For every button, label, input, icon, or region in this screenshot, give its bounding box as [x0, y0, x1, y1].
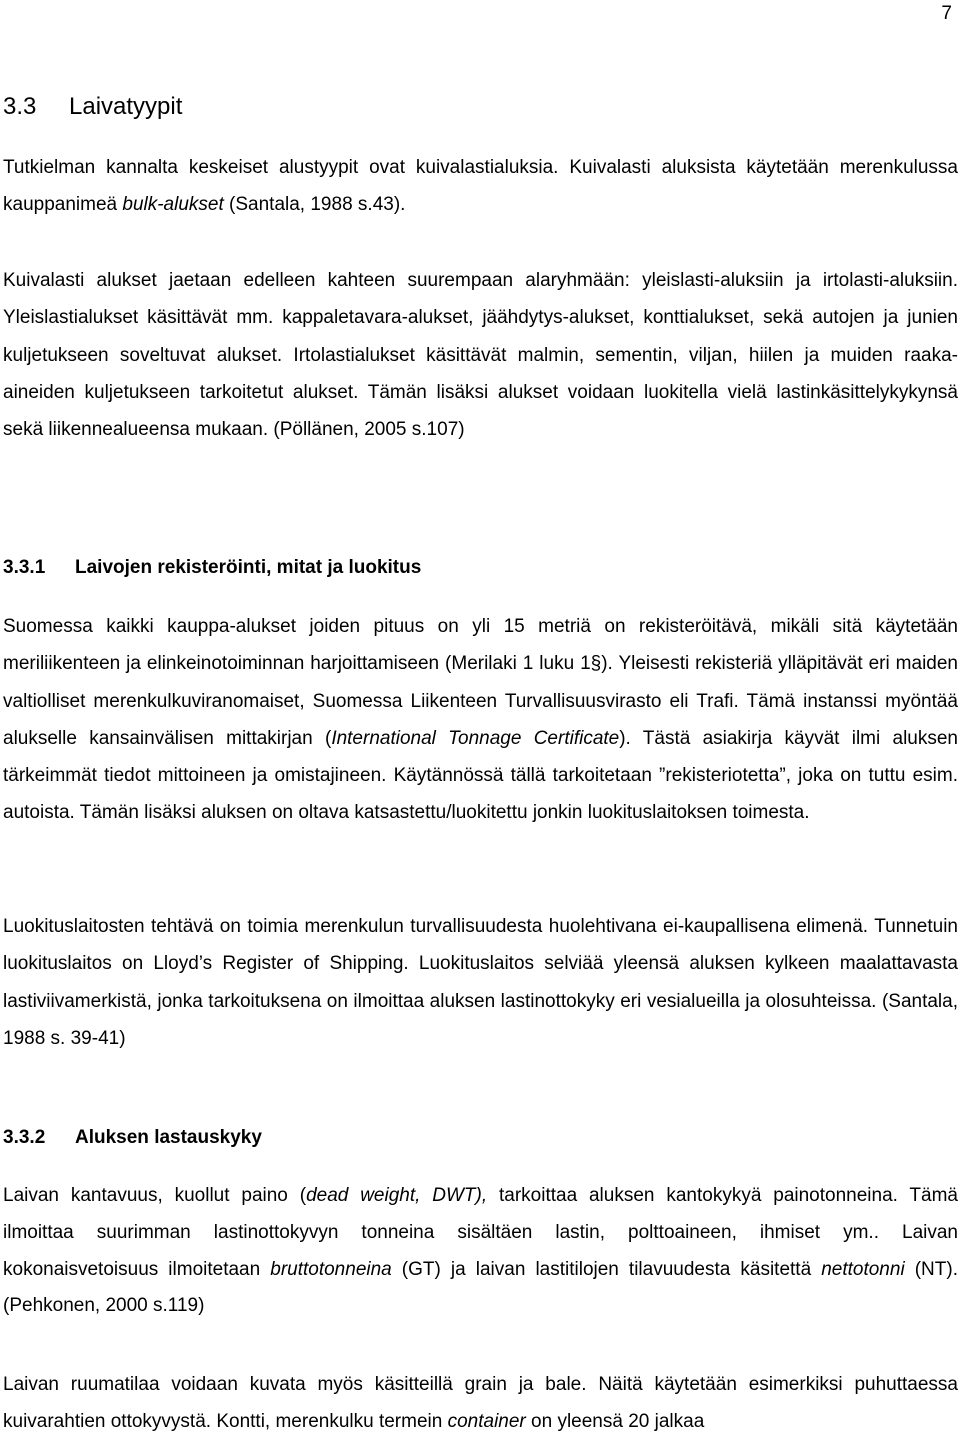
subsection-number: 3.3.2: [3, 1127, 46, 1148]
text-run: Laivan ruumatilaa voidaan kuvata myös käsitteillä grain ja bale. Näitä käytetään esimerkiksi puhuttaessa kuivarahtien ottokyvystä. Kontti, merenkulku termein: [3, 1374, 958, 1432]
page-number: 7: [941, 3, 952, 24]
subsection1-paragraph-2: Luokituslaitosten tehtävä on toimia merenkulun turvallisuudesta huolehtivana ei-kaupallisena elimenä. Tunnetuin luokituslaitos on Lloyd’s Register of Shipping. Luokituslaitos selviää yleensä aluksen kylkeen maalattavasta lastiviivamerkistä, jonka tarkoituksena on ilmoittaa aluksen lastinottokyky eri vesialueilla ja olosuhteissa. (Santala, 1988 s. 39-41): [3, 916, 958, 1049]
text-run: on yleensä 20 jalkaa: [525, 1410, 705, 1432]
text-run: (GT) ja laivan lastitilojen tilavuudesta käsitettä: [391, 1258, 822, 1280]
italic-term: nettotonni: [821, 1258, 905, 1280]
section-title: Laivatyypit: [69, 93, 183, 120]
text-run: ). Tästä asiakirja käyvät ilmi aluksen tärkeimmät tiedot mittoineen ja omistajineen. Käytännössä tällä tarkoitetaan ”rekisteriotetta”, joka on tuttu esim. autoista. Tämän lisäksi aluksen on oltava katsastettu/luokitettu jonkin luokituslaitoksen toimesta.: [3, 727, 958, 824]
text-run: (NT). (Pehkonen, 2000 s.119): [3, 1258, 958, 1317]
italic-term: bruttotonneina: [270, 1258, 392, 1280]
italic-term: bulk-alukset: [122, 194, 224, 216]
text-run: tarkoittaa aluksen kantokykyä painotonneina. Tämä ilmoittaa suurimman lastinottokyvyn tonneina sisältäen lastin, polttoaineen, ihmiset ym.. Laivan kokonaisvetoisuus ilmoitetaan: [3, 1185, 958, 1280]
italic-term: dead weight, DWT),: [306, 1185, 488, 1206]
italic-term: container: [447, 1410, 526, 1432]
subsection2-paragraph-2: [3, 1367, 958, 1441]
text-run: Tutkielman kannalta keskeiset alustyypit ovat kuivalastialuksia. Kuivalasti aluksista käytetään merenkulussa kauppanimeä: [3, 157, 958, 216]
subsection1-paragraph-1: [3, 608, 958, 832]
section-paragraph-1: [3, 149, 958, 224]
text-run: Suomessa kaikki kauppa-alukset joiden pituus on yli 15 metriä on rekisteröitävä, mikäli sitä käytetään meriliikenteen ja elinkeinotoiminnan harjoittamiseen (Merilaki 1 luku 1§). Yleisesti rekisteriä ylläpitävät eri maiden valtiolliset merenkulkuviranomaiset, Suomessa Liikenteen Turvallisuusvirasto eli Trafi. Tämä instanssi myöntää alukselle kansainvälisen mittakirjan (: [3, 616, 958, 749]
text-run: Laivan kantavuus, kuollut paino (: [3, 1185, 307, 1206]
italic-term: International Tonnage Certificate: [331, 727, 620, 749]
section-number: 3.3: [3, 93, 37, 120]
section-paragraph-2: Kuivalasti alukset jaetaan edelleen kahteen suurempaan alaryhmään: yleislasti-aluksiin ja irtolasti-aluksiin. Yleislastialukset käsittävät mm. kappaletavara-alukset, jäähdytys-alukset, konttialukset, sekä autojen ja junien kuljetukseen soveltuvat alukset. Irtolastialukset käsittävät malmin, sementin, viljan, hiilen ja muiden raaka-aineiden kuljetukseen tarkoitetut alukset. Tämän lisäksi alukset voidaan luokitella vielä lastinkäsittelykykynsä sekä liikennealueensa mukaan. (Pöllänen, 2005 s.107): [3, 270, 958, 441]
subsection2-paragraph-1: [3, 1178, 958, 1325]
subsection-number: 3.3.1: [3, 557, 46, 578]
subsection-title: Laivojen rekisteröinti, mitat ja luokitus: [75, 557, 422, 578]
text-run: (Santala, 1988 s.43).: [223, 194, 406, 216]
section-heading: [3, 92, 182, 122]
subsection-heading-1: [3, 556, 421, 580]
subsection-title: Aluksen lastauskyky: [75, 1127, 262, 1148]
subsection-heading-2: [3, 1126, 262, 1150]
